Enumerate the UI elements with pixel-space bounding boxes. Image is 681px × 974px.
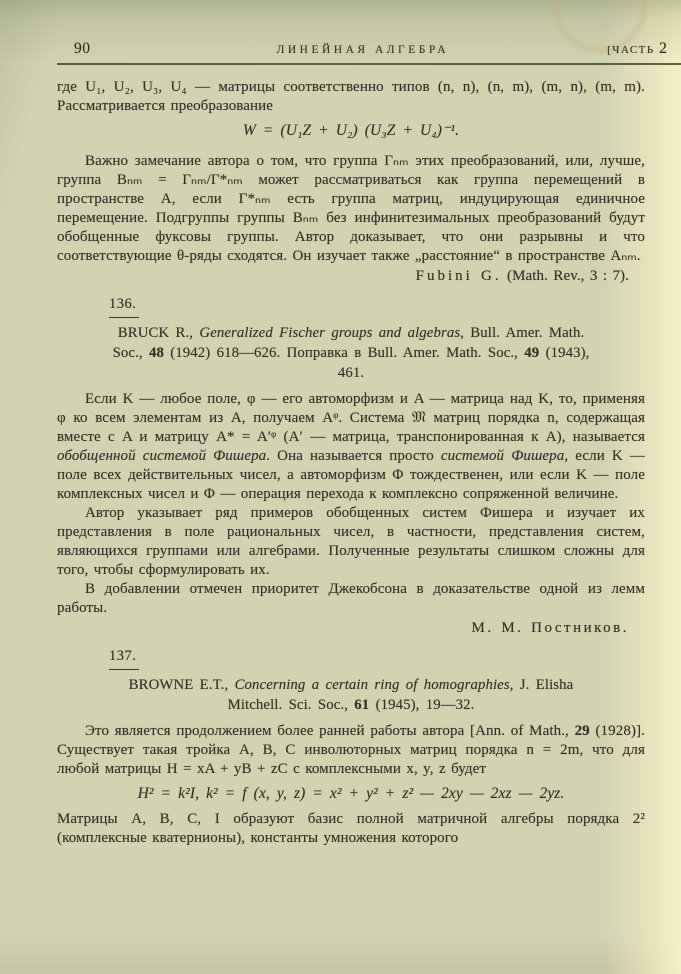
ref-journal: , Bull. Amer. Math. Soc.,	[112, 325, 585, 361]
formula-transformation: W = (U₁Z + U₂) (U₃Z + U₄)⁻¹.	[242, 122, 460, 139]
page-number: 90	[74, 40, 91, 57]
reference-heading-browne	[57, 675, 645, 715]
formula-quaternion: H² = k²I, k² = f (x, y, z) = x² + y² + z² — 2xy — 2xz — 2yz.	[137, 785, 565, 802]
paragraph-intro-135: где U₁, U₂, U₃, U₄ — матрицы соответственно типов (n, n), (n, m), (m, n), (m, m). Рассматривается преобразование	[57, 79, 645, 114]
section-number-136	[109, 295, 645, 318]
signature-fubini	[57, 267, 645, 286]
ref-pages: (1945), 19—32.	[369, 697, 475, 713]
text-run: Это является продолжением более ранней работы автора [Ann. of Math.,	[85, 723, 575, 739]
section-number-text: 136.	[109, 295, 139, 318]
cited-volume: 29	[574, 723, 590, 739]
ref-title: Generalized Fischer groups and algebras	[199, 325, 461, 341]
part-number: 2	[658, 40, 667, 57]
paragraph-1-136	[57, 390, 645, 504]
text-run: , если K — поле всех действительных чисел, а автоморфизм Φ тождественен, или если K — поле комплексных чисел и Φ — операция перехода к комплексно сопряженной величине.	[57, 448, 645, 502]
paragraph-3-136: В добавлении отмечен приоритет Джекобсона в доказательстве одной из лемм работы.	[57, 581, 645, 616]
ref-pages-2: (1943), 461.	[337, 345, 590, 381]
reviewer-name: Fubini G.	[415, 268, 502, 284]
ref-volume-2: 49	[524, 345, 540, 361]
page-content	[57, 78, 645, 848]
paragraph-1-137	[57, 722, 645, 779]
ref-volume: 61	[354, 697, 370, 713]
page-header	[74, 40, 667, 58]
paragraph-2-137: Матрицы A, B, C, I образуют базис полной матричной алгебры порядка 2² (комплексные кватернионы), константы умножения которого	[57, 811, 645, 846]
ref-author: BROWNE E.T.,	[128, 677, 235, 693]
text-run: . Она называется просто	[266, 448, 441, 464]
term-fischer-system: системой Фишера	[440, 448, 565, 464]
term-generalized-fischer-system: обобщенной системой Фишера	[57, 448, 267, 464]
header-rule	[57, 63, 681, 65]
text-run: Если K — любое поле, φ — его автоморфизм и A — матрица над K, то, применяя φ ко всем элементам из A, получаем Aᵠ. Система 𝔐 матриц порядка n, содержащая вместе с A и матрицу A* = A′ᵠ (A′ — матрица, транспонированная к A), называется	[57, 391, 645, 445]
ref-pages: (1942) 618—626. Поправка в Bull. Amer. Math. Soc.,	[163, 345, 525, 361]
review-source: (Math. Rev., 3 : 7).	[501, 268, 629, 284]
paragraph-body-135: Важно замечание автора о том, что группа Γₙₘ этих преобразований, или, лучше, группа Bₙₘ = Γₙₘ/Γ*ₙₘ может рассматриваться как группа перемещений в пространстве A, если Γ*ₙₘ есть группа матриц, индуцирующая единичное перемещение. Подгруппы группы Bₙₘ без инфинитезимальных преобразований будут обобщенные фуксовы группы. Автор доказывает, что они разрывны и что соответствующие θ-ряды сходятся. Он изучает также „расстояние“ в пространстве Aₙₘ.	[57, 153, 645, 264]
running-title: ЛИНЕЙНАЯ АЛГЕБРА	[276, 44, 450, 56]
part-word: [ЧАСТЬ	[607, 44, 655, 56]
reviewer-name: М. М. Постников.	[471, 620, 629, 636]
reference-heading-bruck	[57, 323, 645, 383]
ref-volume: 48	[148, 345, 164, 361]
ref-author: BRUCK R.,	[117, 325, 200, 341]
part-label	[607, 40, 667, 58]
section-number-text: 137.	[109, 647, 139, 670]
ref-title: Concerning a certain ring of homographies	[234, 677, 510, 693]
ref-journal: , J. Elisha Mitchell. Sci. Soc.,	[227, 677, 574, 713]
section-number-137	[109, 647, 645, 670]
signature-postnikov	[57, 619, 645, 638]
text-run: (1928)]. Существует такая тройка A, B, C инволюторных матриц порядка n = 2m, что для любой матрицы H = xA + yB + zC с комплексными x, y, z будет	[57, 723, 645, 777]
paragraph-2-136: Автор указывает ряд примеров обобщенных систем Фишера и изучает их представления в поле рациональных чисел, в частности, представления систем, являющихся группами или алгебрами. Полученные результаты слишком сложны для того, чтобы сформулировать их.	[57, 505, 645, 578]
